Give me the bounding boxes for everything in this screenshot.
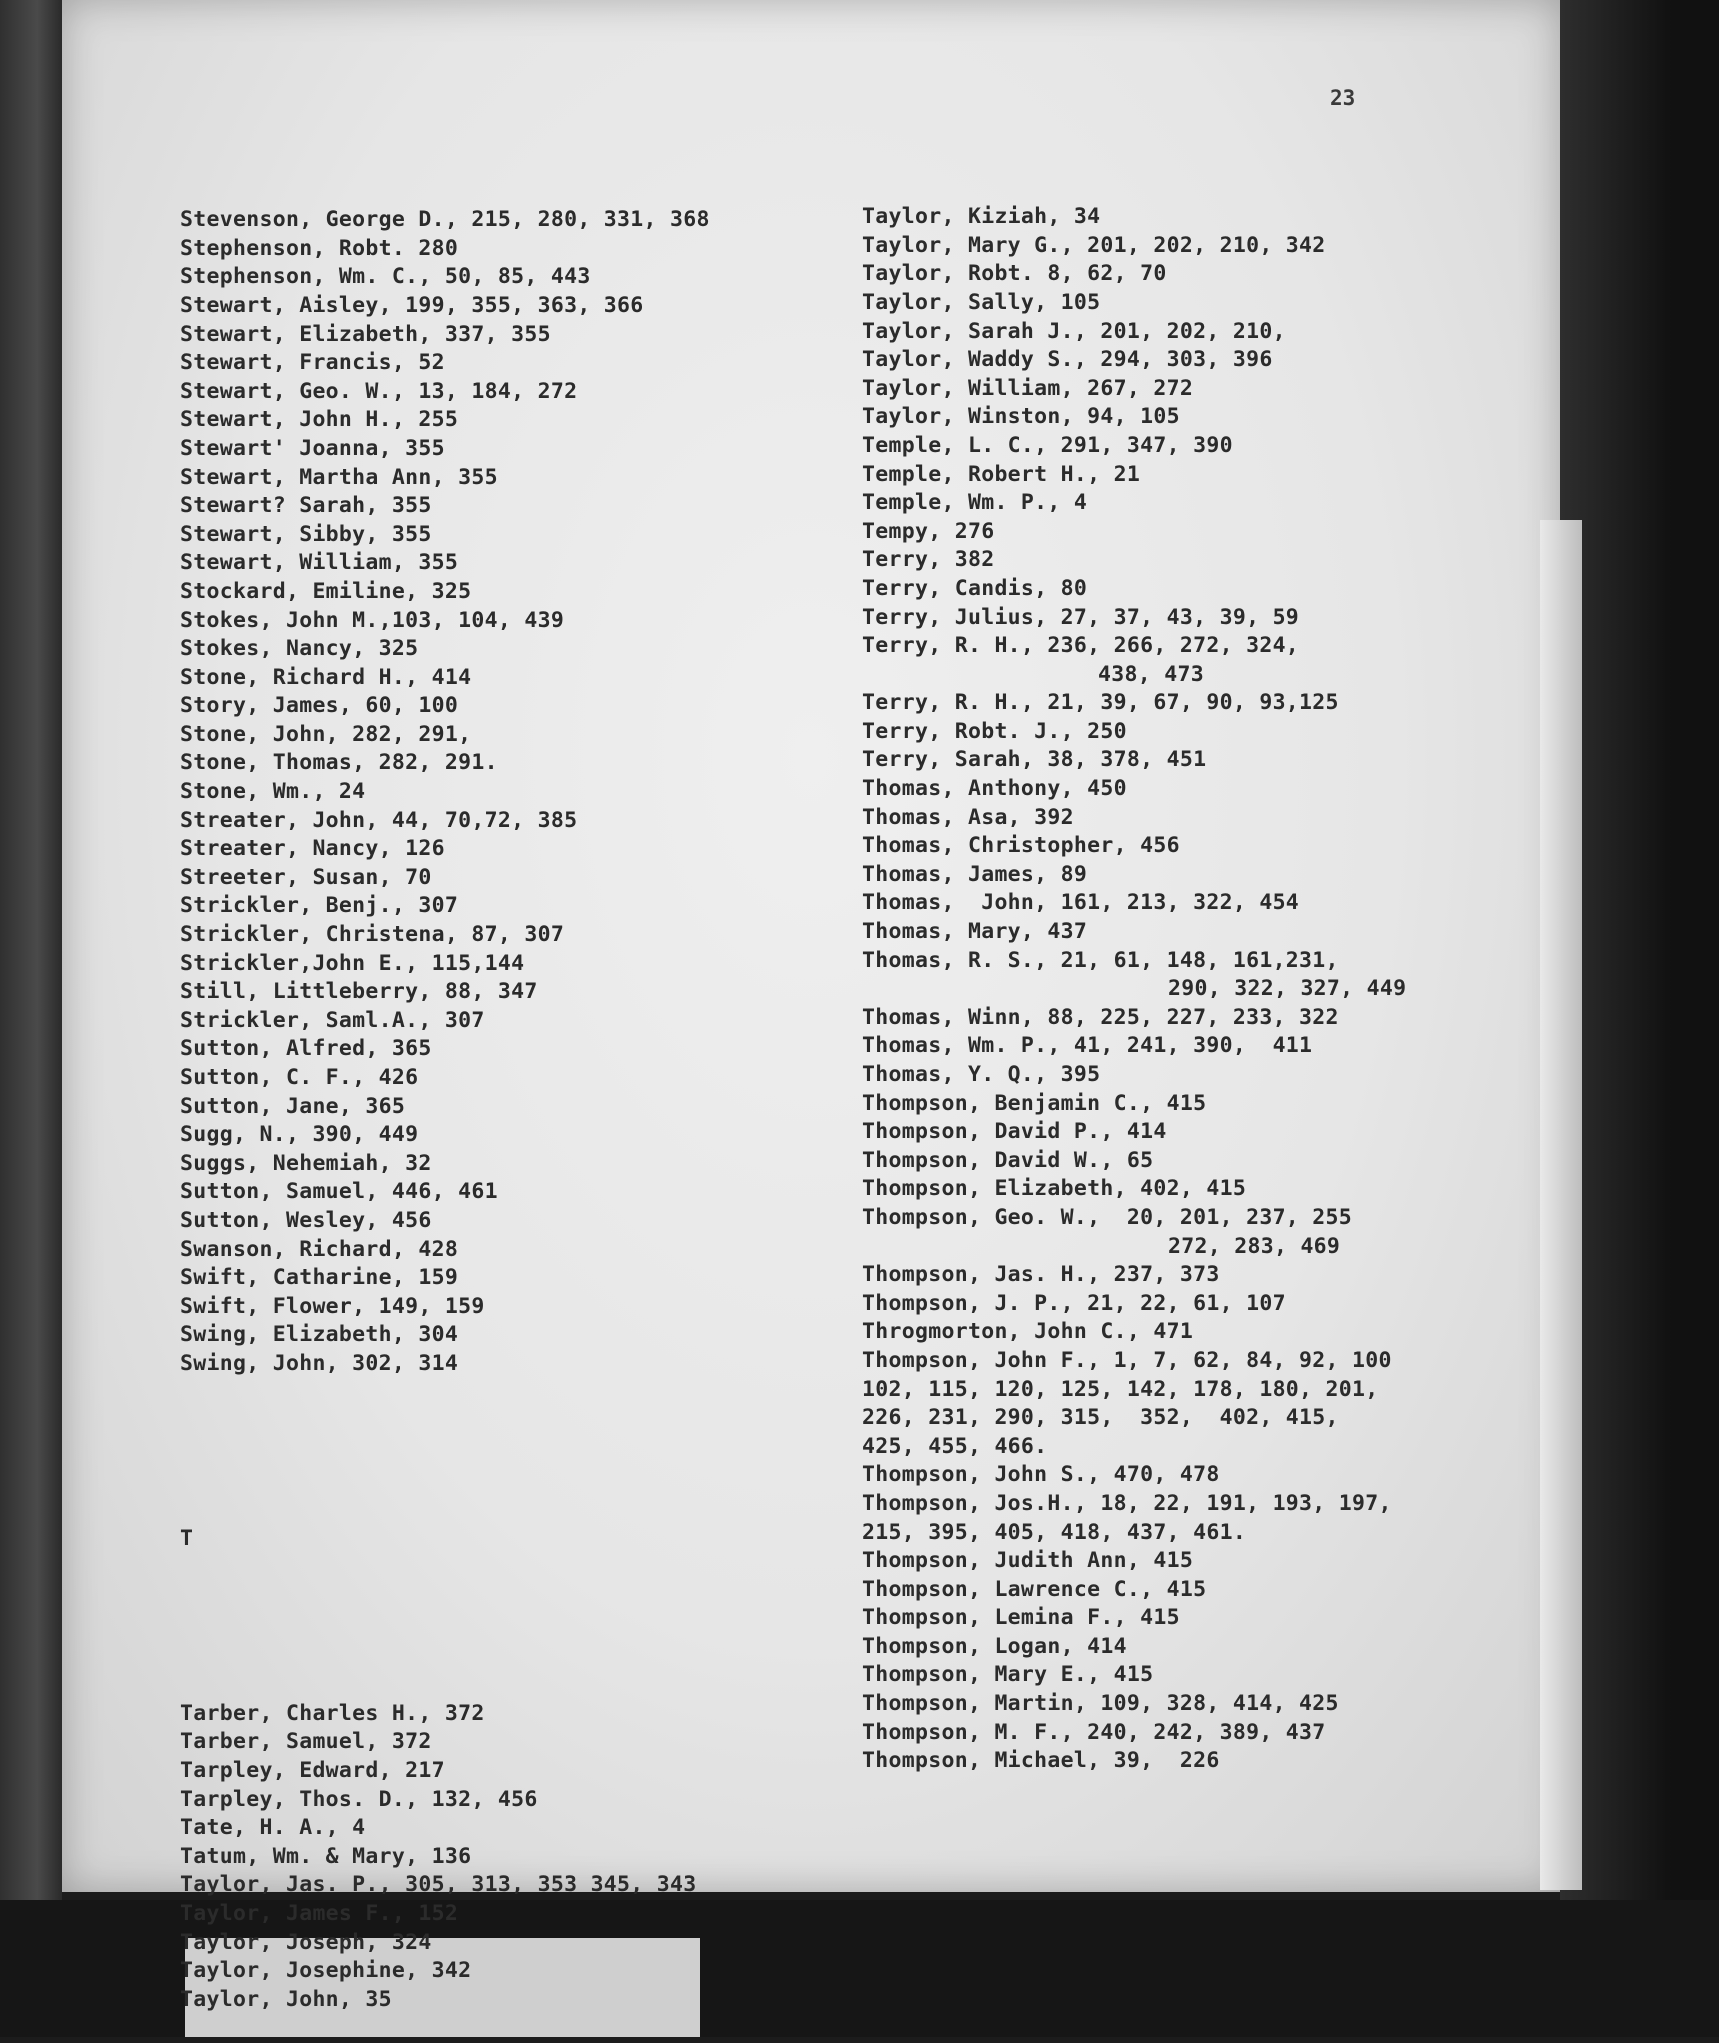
index-entry: Terry, Robt. J., 250 (862, 718, 1127, 744)
index-entry: Suggs, Nehemiah, 32 (180, 1150, 432, 1176)
index-entry: Streater, Nancy, 126 (180, 836, 445, 862)
index-entry: Thomas, Christopher, 456 (862, 833, 1180, 859)
index-entry: Thomas, Wm. P., 41, 241, 390, 411 (862, 1033, 1313, 1059)
index-entry: Thompson, Mary E., 415 (862, 1662, 1154, 1688)
index-entry: Terry, R. H., 236, 266, 272, 324, (862, 633, 1300, 659)
index-entry: Taylor, Sally, 105 (862, 289, 1101, 315)
index-entry: Terry, Candis, 80 (862, 575, 1088, 601)
index-entry: Swing, John, 302, 314 (180, 1350, 459, 1376)
index-entry: Temple, Robert H., 21 (862, 461, 1141, 487)
index-entry: Still, Littleberry, 88, 347 (180, 979, 538, 1005)
index-entry: 226, 231, 290, 315, 352, 402, 415, (862, 1405, 1339, 1431)
index-entry: Stewart? Sarah, 355 (180, 493, 432, 519)
index-entry: Sutton, Jane, 365 (180, 1093, 406, 1119)
index-entry: Thompson, Martin, 109, 328, 414, 425 (862, 1691, 1339, 1717)
index-entry: Thompson, Lemina F., 415 (862, 1605, 1180, 1631)
page-number: 23 (1330, 86, 1356, 110)
index-entry: Tarpley, Edward, 217 (180, 1758, 445, 1784)
index-entry: Stewart, Geo. W., 13, 184, 272 (180, 378, 578, 404)
index-entry: Story, James, 60, 100 (180, 693, 459, 719)
index-entry: Streeter, Susan, 70 (180, 864, 432, 890)
index-entry: Thompson, Michael, 39, 226 (862, 1748, 1220, 1774)
index-entry: Taylor, Joseph, 324 (180, 1929, 432, 1955)
index-entry: Stephenson, Wm. C., 50, 85, 443 (180, 264, 591, 290)
index-entry: Taylor, Kiziah, 34 (862, 204, 1101, 230)
index-entry: Thompson, Logan, 414 (862, 1633, 1127, 1659)
index-entry: Throgmorton, John C., 471 (862, 1319, 1194, 1345)
index-entry: Tate, H. A., 4 (180, 1815, 366, 1841)
index-entry: Stevenson, George D., 215, 280, 331, 368 (180, 207, 710, 233)
index-entry: Taylor, Winston, 94, 105 (862, 404, 1180, 430)
section-letter-t: T (180, 1525, 194, 1551)
index-entry: 425, 455, 466. (862, 1433, 1048, 1459)
index-entry: 438, 473 (1098, 661, 1204, 687)
index-entry: Terry, Sarah, 38, 378, 451 (862, 747, 1207, 773)
index-entry: Taylor, Mary G., 201, 202, 210, 342 (862, 232, 1326, 258)
index-entry: Stewart, Aisley, 199, 355, 363, 366 (180, 292, 644, 318)
index-entry: Thompson, Elizabeth, 402, 415 (862, 1176, 1247, 1202)
index-entry: Taylor, William, 267, 272 (862, 375, 1194, 401)
index-entry: Stewart, Elizabeth, 337, 355 (180, 321, 551, 347)
scanner-frame-left (0, 0, 62, 1920)
index-entry: Swift, Flower, 149, 159 (180, 1293, 485, 1319)
page-curl-edge (1540, 520, 1582, 1890)
index-entry: Sutton, Wesley, 456 (180, 1207, 432, 1233)
index-entry: Swanson, Richard, 428 (180, 1236, 459, 1262)
index-entry: Stone, Wm., 24 (180, 779, 366, 805)
index-entry: Thomas, Winn, 88, 225, 227, 233, 322 (862, 1004, 1339, 1030)
index-entry: Tarber, Charles H., 372 (180, 1700, 485, 1726)
index-entry: Thompson, David W., 65 (862, 1147, 1154, 1173)
index-entry: Stone, Richard H., 414 (180, 664, 472, 690)
index-entry: Strickler, Benj., 307 (180, 893, 459, 919)
index-entry: Stone, Thomas, 282, 291. (180, 750, 498, 776)
index-entry: Stewart, Martha Ann, 355 (180, 464, 498, 490)
index-entry: Tarber, Samuel, 372 (180, 1729, 432, 1755)
index-entry: Taylor, John, 35 (180, 1986, 392, 2012)
index-entry: 290, 322, 327, 449 (1168, 976, 1407, 1002)
index-entry: Sutton, C. F., 426 (180, 1065, 419, 1090)
index-entry: Thompson, Geo. W., 20, 201, 237, 255 (862, 1204, 1353, 1230)
index-entry: Tarpley, Thos. D., 132, 456 (180, 1786, 538, 1812)
index-entry: Thompson, Benjamin C., 415 (862, 1090, 1207, 1116)
index-entry: Strickler, Christena, 87, 307 (180, 922, 565, 948)
index-entry: Sutton, Alfred, 365 (180, 1036, 432, 1062)
index-entry: Thompson, J. P., 21, 22, 61, 107 (862, 1290, 1286, 1316)
index-entry: Thomas, Anthony, 450 (862, 776, 1127, 802)
index-entry: Stephenson, Robt. 280 (180, 235, 459, 261)
index-entry: Terry, Julius, 27, 37, 43, 39, 59 (862, 604, 1300, 630)
index-entry: Thompson, Jos.H., 18, 22, 191, 193, 197, (862, 1490, 1392, 1516)
index-entry: Terry, R. H., 21, 39, 67, 90, 93,125 (862, 690, 1339, 716)
index-entry: Taylor, Jas. P., 305, 313, 353 345, 343 (180, 1872, 697, 1898)
index-entry: Stewart, John H., 255 (180, 407, 459, 433)
index-entry: Stone, John, 282, 291, (180, 721, 472, 747)
index-entry: Stokes, Nancy, 325 (180, 636, 419, 662)
left-entries-s (180, 206, 710, 1378)
index-entry: Thompson, John S., 470, 478 (862, 1462, 1220, 1488)
index-entry: 215, 395, 405, 418, 437, 461. (862, 1519, 1247, 1545)
index-entry: Stewart, Sibby, 355 (180, 521, 432, 547)
index-entry: Thompson, Judith Ann, 415 (862, 1548, 1194, 1574)
index-entry: Swift, Catharine, 159 (180, 1265, 459, 1291)
index-entry: Stewart' Joanna, 355 (180, 435, 445, 461)
index-entry: Thomas, Mary, 437 (862, 919, 1088, 945)
index-entry: Terry, 382 (862, 547, 995, 573)
index-entry: Strickler,John E., 115,144 (180, 950, 525, 976)
index-entry: Thompson, David P., 414 (862, 1119, 1167, 1145)
index-entry: Thomas, R. S., 21, 61, 148, 161,231, (862, 947, 1339, 973)
index-entry: Thompson, Lawrence C., 415 (862, 1576, 1207, 1602)
index-entry: Strickler, Saml.A., 307 (180, 1007, 485, 1033)
index-entry: Sugg, N., 390, 449 (180, 1122, 419, 1148)
index-entry: Stewart, Francis, 52 (180, 350, 445, 376)
index-entry: Temple, L. C., 291, 347, 390 (862, 432, 1233, 458)
index-entry: Taylor, Josephine, 342 (180, 1958, 472, 1984)
index-entry: 102, 115, 120, 125, 142, 178, 180, 201, (862, 1376, 1379, 1402)
section-gap (180, 1436, 710, 1468)
index-entry: Thompson, John F., 1, 7, 62, 84, 92, 100 (862, 1347, 1392, 1373)
index-entry: Thomas, James, 89 (862, 861, 1088, 887)
index-entry: Streater, John, 44, 70,72, 385 (180, 807, 578, 833)
scanner-frame-right (1560, 0, 1719, 1920)
index-entry: Thomas, Y. Q., 395 (862, 1062, 1101, 1087)
index-entry: Sutton, Samuel, 446, 461 (180, 1179, 498, 1205)
index-entry: Taylor, Waddy S., 294, 303, 396 (862, 347, 1273, 373)
index-entry: Taylor, Sarah J., 201, 202, 210, (862, 318, 1286, 344)
index-entry: Stockard, Emiline, 325 (180, 578, 472, 604)
index-entry: Thompson, M. F., 240, 242, 389, 437 (862, 1719, 1326, 1745)
index-entry: Tempy, 276 (862, 518, 995, 544)
section-gap (180, 1611, 710, 1643)
index-column-left (180, 149, 710, 2043)
index-entry: Thompson, Jas. H., 237, 373 (862, 1262, 1220, 1288)
index-column-right (862, 146, 1406, 1804)
index-entry: Stokes, John M.,103, 104, 439 (180, 607, 565, 633)
index-entry: 272, 283, 469 (1168, 1233, 1341, 1259)
right-entries (862, 203, 1406, 1776)
index-entry: Taylor, Robt. 8, 62, 70 (862, 261, 1167, 287)
left-entries-t (180, 1700, 710, 2015)
index-entry: Tatum, Wm. & Mary, 136 (180, 1843, 472, 1869)
index-entry: Swing, Elizabeth, 304 (180, 1322, 459, 1348)
index-entry: Thomas, Asa, 392 (862, 804, 1074, 830)
index-entry: Temple, Wm. P., 4 (862, 490, 1088, 516)
index-entry: Stewart, William, 355 (180, 550, 459, 576)
index-entry: Thomas, John, 161, 213, 322, 454 (862, 890, 1300, 916)
index-entry: Taylor, James F., 152 (180, 1901, 459, 1927)
